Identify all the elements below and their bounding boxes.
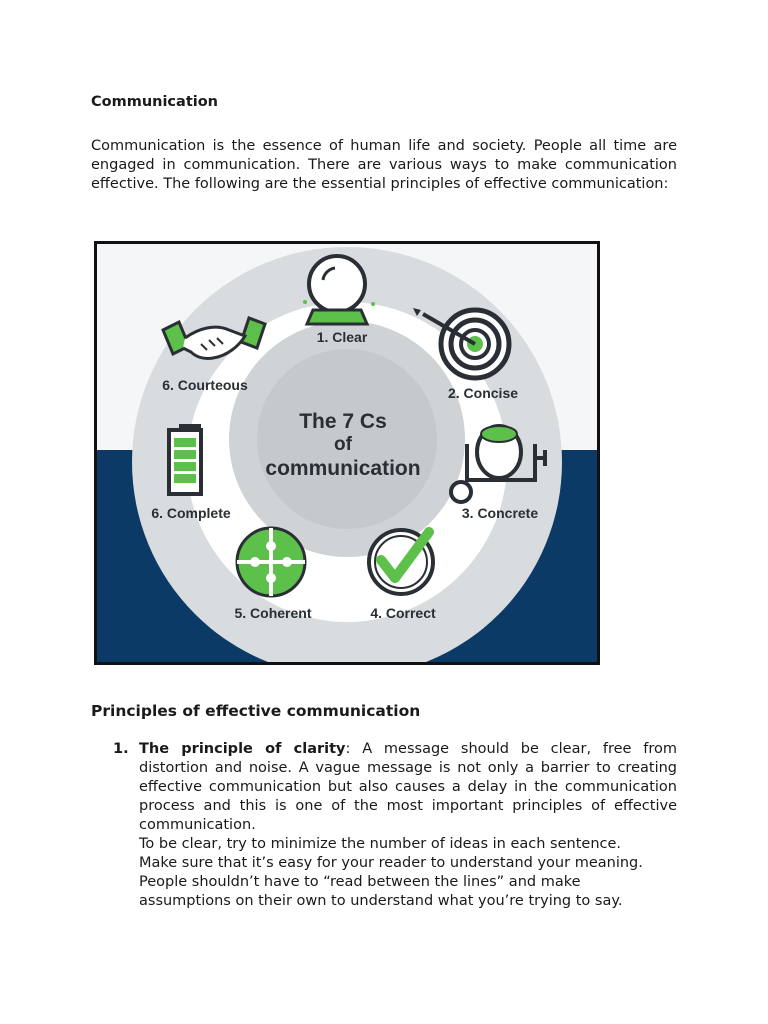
label-courteous: 6. Courteous	[162, 377, 248, 393]
center-title-line1: The 7 Cs	[299, 410, 387, 433]
label-clear: 1. Clear	[316, 329, 368, 345]
extra-line: People shouldn’t have to “read between the lines” and make	[139, 874, 581, 890]
label-concise: 2. Concise	[447, 385, 519, 401]
center-title-line3: communication	[265, 457, 421, 480]
seven-cs-diagram	[97, 244, 597, 662]
checkmark-icon	[369, 530, 433, 594]
list-item-number: 1.	[113, 741, 129, 757]
label-correct: 4. Correct	[370, 605, 436, 621]
document-heading: Communication	[91, 94, 219, 110]
principles-list	[113, 740, 677, 911]
principle-extra	[139, 835, 677, 911]
battery-icon	[169, 424, 201, 494]
principle-lead: The principle of clarity	[139, 741, 346, 757]
label-concrete: 3. Concrete	[461, 505, 539, 521]
label-coherent: 5. Coherent	[234, 605, 312, 621]
principle-text: : A message should be clear, free from distortion and noise. A vague message is not only a barrier to creating effective communication but also causes a delay in the communication process and this is one of the most important principles of effective communication.	[139, 741, 678, 833]
extra-line: Make sure that it’s easy for your reader to understand your meaning.	[139, 855, 643, 871]
extra-line: To be clear, try to minimize the number of ideas in each sentence.	[139, 836, 622, 852]
center-title-line2: of	[334, 434, 352, 455]
label-complete: 6. Complete	[151, 505, 231, 521]
seven-cs-figure	[94, 241, 600, 665]
list-item-body	[139, 740, 677, 835]
intro-paragraph: Communication is the essence of human life and society. People all time are engaged in communication. There are various ways to make communication effective. The following are the essential principles of effective communication:	[91, 138, 677, 192]
puzzle-icon	[237, 528, 305, 596]
extra-line: assumptions on their own to understand what you’re trying to say.	[139, 893, 623, 909]
section-title: Principles of effective communication	[91, 702, 421, 720]
